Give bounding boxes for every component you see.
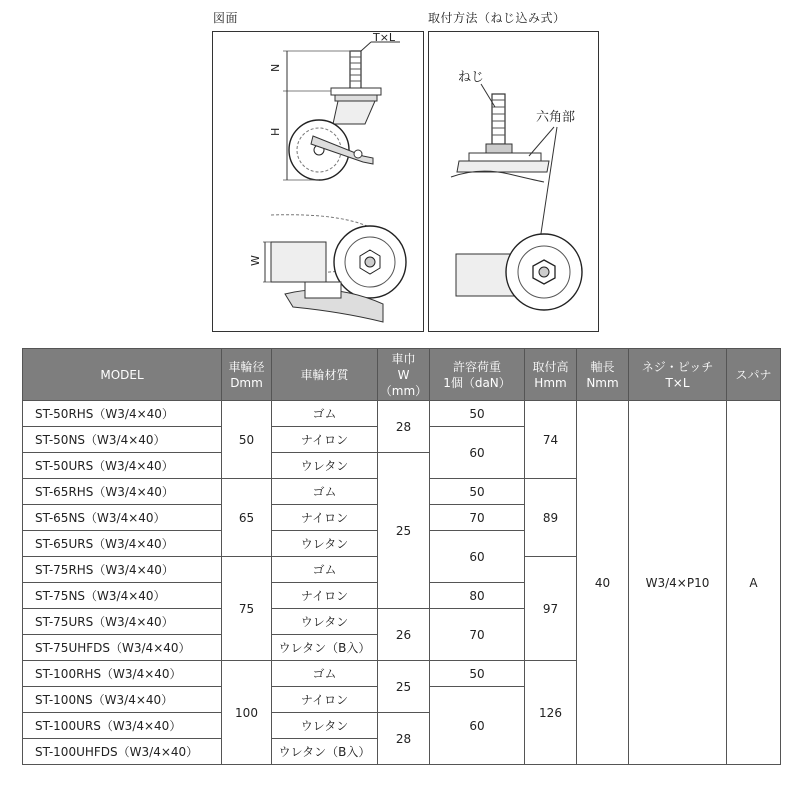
load-cell: 60 xyxy=(430,427,525,479)
header-row xyxy=(23,349,781,401)
material-cell: ゴム xyxy=(272,479,378,505)
load-cell: 50 xyxy=(430,661,525,687)
header-axis-title: 軸長 xyxy=(590,359,615,374)
material-cell: ウレタン xyxy=(272,713,378,739)
load-cell: 70 xyxy=(430,505,525,531)
model-cell: ST-65NS（W3/4×40） xyxy=(23,505,222,531)
header-height xyxy=(525,349,577,401)
material-cell: ウレタン（B入） xyxy=(272,635,378,661)
height-cell: 126 xyxy=(525,661,577,765)
n-label: N xyxy=(269,63,282,72)
model-cell: ST-75NS（W3/4×40） xyxy=(23,583,222,609)
material-cell: ウレタン xyxy=(272,609,378,635)
header-height-unit: Hmm xyxy=(534,375,567,390)
header-model: MODEL xyxy=(23,349,222,401)
width-cell: 28 xyxy=(378,713,430,765)
txl-label: T×L xyxy=(373,32,396,44)
model-cell: ST-50NS（W3/4×40） xyxy=(23,427,222,453)
header-width-unit: W（mm） xyxy=(379,367,428,398)
height-cell: 89 xyxy=(525,479,577,557)
spec-table xyxy=(22,348,781,765)
table-row xyxy=(23,401,781,427)
model-cell: ST-75RHS（W3/4×40） xyxy=(23,557,222,583)
height-cell: 74 xyxy=(525,401,577,479)
header-pitch-title: ネジ・ピッチ xyxy=(641,359,714,374)
model-cell: ST-100UHFDS（W3/4×40） xyxy=(23,739,222,765)
model-cell: ST-65RHS（W3/4×40） xyxy=(23,479,222,505)
header-axis xyxy=(577,349,629,401)
header-width xyxy=(378,349,430,401)
model-cell: ST-50RHS（W3/4×40） xyxy=(23,401,222,427)
model-cell: ST-75UHFDS（W3/4×40） xyxy=(23,635,222,661)
header-spanner: スパナ xyxy=(727,349,781,401)
load-cell: 50 xyxy=(430,401,525,427)
hex-label: 六角部 xyxy=(536,110,576,125)
mounting-drawing xyxy=(429,32,600,333)
header-pitch-unit: T×L xyxy=(665,375,690,390)
spanner-cell: A xyxy=(727,401,781,765)
material-cell: ナイロン xyxy=(272,427,378,453)
material-cell: ゴム xyxy=(272,401,378,427)
mounting-panel xyxy=(428,31,599,332)
diameter-cell: 65 xyxy=(222,479,272,557)
material-cell: ナイロン xyxy=(272,687,378,713)
h-label: H xyxy=(269,127,282,136)
material-cell: ウレタン xyxy=(272,531,378,557)
axis-length-cell: 40 xyxy=(577,401,629,765)
width-cell: 28 xyxy=(378,401,430,453)
load-cell: 70 xyxy=(430,609,525,661)
material-cell: ナイロン xyxy=(272,583,378,609)
header-diameter-unit: Dmm xyxy=(230,375,263,390)
header-material: 車輪材質 xyxy=(272,349,378,401)
pitch-cell: W3/4×P10 xyxy=(629,401,727,765)
load-cell: 60 xyxy=(430,531,525,583)
diameter-cell: 75 xyxy=(222,557,272,661)
material-cell: ゴム xyxy=(272,557,378,583)
load-cell: 50 xyxy=(430,479,525,505)
width-cell: 26 xyxy=(378,609,430,661)
mounting-caption: 取付方法（ねじ込み式） xyxy=(428,11,566,25)
material-cell: ゴム xyxy=(272,661,378,687)
material-cell: ウレタン xyxy=(272,453,378,479)
header-load-unit: 1個（daN） xyxy=(443,375,511,390)
model-cell: ST-65URS（W3/4×40） xyxy=(23,531,222,557)
header-load xyxy=(430,349,525,401)
header-pitch xyxy=(629,349,727,401)
header-width-title: 車巾 xyxy=(391,351,416,366)
load-cell: 60 xyxy=(430,687,525,765)
screw-label: ねじ xyxy=(458,70,485,85)
load-cell: 80 xyxy=(430,583,525,609)
width-cell: 25 xyxy=(378,453,430,609)
width-cell: 25 xyxy=(378,661,430,713)
w-label: W xyxy=(249,255,262,266)
model-cell: ST-75URS（W3/4×40） xyxy=(23,609,222,635)
model-cell: ST-100NS（W3/4×40） xyxy=(23,687,222,713)
header-diameter-title: 車輪径 xyxy=(228,359,265,374)
material-cell: ウレタン（B入） xyxy=(272,739,378,765)
model-cell: ST-100URS（W3/4×40） xyxy=(23,713,222,739)
model-cell: ST-50URS（W3/4×40） xyxy=(23,453,222,479)
model-cell: ST-100RHS（W3/4×40） xyxy=(23,661,222,687)
diameter-cell: 100 xyxy=(222,661,272,765)
height-cell: 97 xyxy=(525,557,577,661)
header-height-title: 取付高 xyxy=(532,359,569,374)
caster-drawing xyxy=(213,32,425,333)
material-cell: ナイロン xyxy=(272,505,378,531)
header-diameter xyxy=(222,349,272,401)
header-axis-unit: Nmm xyxy=(586,375,619,390)
drawing-panel xyxy=(212,31,424,332)
diameter-cell: 50 xyxy=(222,401,272,479)
drawing-caption: 図面 xyxy=(213,11,239,25)
header-load-title: 許容荷重 xyxy=(452,359,501,374)
